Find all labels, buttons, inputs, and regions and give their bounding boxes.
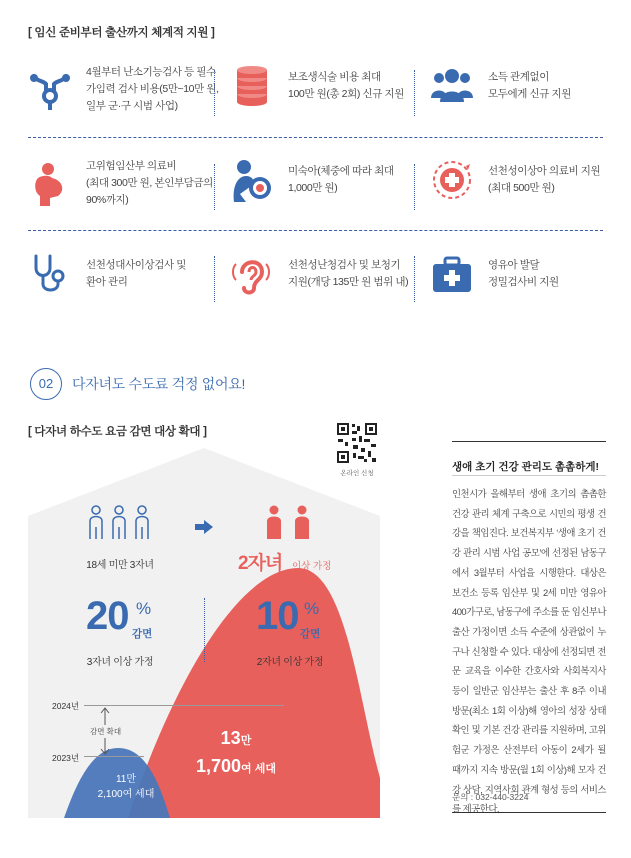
section-title: [ 임신 준비부터 출산까지 체계적 지원 ] [28, 27, 215, 39]
small-hill-line2: 2,100여 세대 [97, 789, 155, 800]
big-hill-num1: 13 [220, 728, 241, 748]
expand-label: 감면 확대 [90, 727, 122, 736]
column-divider [214, 164, 215, 210]
year-top-label: 2024년 [52, 701, 80, 711]
row-divider [28, 137, 603, 138]
right-caption: 2자녀 이상 가정 [256, 657, 324, 668]
sidebar-top-rule [452, 441, 606, 442]
percent-left: 20 [86, 594, 129, 638]
column-divider [414, 164, 415, 210]
section-heading: 다자녀도 수도료 걱정 없어요! [72, 376, 246, 392]
section-subtitle: [ 다자녀 하수도 요금 감면 대상 확대 ] [28, 426, 207, 438]
pregnant-woman-icon [28, 162, 72, 206]
mother-baby-icon [230, 158, 274, 202]
benefit-item [230, 158, 394, 202]
arrow-right-icon [195, 520, 213, 534]
right-target-small: 이상 가정 [292, 561, 332, 572]
reduce-right: 감면 [300, 628, 321, 640]
year-top-line [84, 705, 284, 706]
uterus-icon [28, 68, 72, 112]
percent-right-symbol: % [304, 599, 320, 618]
benefit-text: 선천성난청검사 및 보청기 지원(개당 135만 원 범위 내) [288, 259, 409, 288]
two-children-icon [262, 505, 314, 541]
qr-label: 온라인 신청 [340, 470, 374, 477]
benefit-item [28, 64, 219, 115]
column-divider [414, 70, 415, 116]
benefit-item [28, 252, 186, 296]
big-hill-text [186, 726, 286, 782]
column-divider [204, 598, 205, 662]
three-children-icon [86, 505, 152, 541]
big-hill-num2: 1,700 [196, 756, 242, 776]
benefit-text: 선천성대사이상검사 및 환아 관리 [86, 259, 186, 288]
medical-kit-icon [430, 252, 474, 296]
benefit-item [28, 158, 213, 209]
benefit-item [430, 252, 559, 296]
column-divider [214, 256, 215, 302]
benefit-item [230, 64, 404, 108]
section-number: 02 [30, 368, 62, 400]
row-divider [28, 230, 603, 231]
benefit-text: 영유아 발달 정밀검사비 지원 [488, 259, 559, 288]
small-hill-text [96, 772, 156, 802]
sidebar-title: 생애 초기 건강 관리도 촘촘하게! [452, 461, 600, 473]
benefit-text: 고위험임산부 의료비 (최대 300만 원, 본인부담금의 90%까지) [86, 160, 213, 206]
percent-right: 10 [256, 594, 299, 638]
coins-icon [230, 64, 274, 108]
sidebar-bottom-rule [452, 812, 606, 813]
sidebar-contact: 문의 : 032-440-3224 [452, 792, 529, 802]
column-divider [414, 256, 415, 302]
ear-icon [230, 252, 274, 296]
left-caption: 3자녀 이상 가정 [86, 657, 154, 668]
benefit-item [430, 64, 571, 108]
benefit-item [430, 158, 600, 202]
percent-left-symbol: % [136, 599, 152, 618]
benefit-text: 4월부터 난소기능검사 등 필수 가임력 검사 비용(5만~10만 원, 일부 군·구 시범 사업) [86, 66, 219, 112]
sidebar-body: 인천시가 올해부터 생애 초기의 촘촘한 건강 관리 체계 구축으로 시민의 평생 건강을 책임진다. 보건복지부 ‘생애 초기 건강 관리 시범 사업 공모’에 선정된 남동구에서 3월부터 사업을 시행한다. 대상은 보건소 등록 임산부 및 2세 미만 영유아 400가구로, 남동구에 주소를 둔 임신부나 출산 가정이면 소득 수준에 상관없이 누구나 신청할 수 있다. 대상에 선정되면 전문 교육을 이수한 간호사와 사회복지사 등이 일반군 임산부는 출산 후 8주 이내 방문(최소 1회 이상)해 영아의 성장 상태 확인 및 기본 건강 관리를 지원하며, 고위험군 가정은 산전부터 아동이 2세가 될 때까지 지속 방문(월 1회 이상)해 모자 건강 상담, 지역사회 관계 형성 등의 서비스를 제공한다. [452, 488, 606, 815]
right-target-big: 2자녀 [238, 553, 283, 574]
year-bottom-line [84, 756, 144, 757]
benefit-text: 보조생식술 비용 최대 100만 원(총 2회) 신규 지원 [288, 71, 404, 100]
reduce-left: 감면 [132, 628, 153, 640]
medical-cross-icon [430, 158, 474, 202]
benefit-item [230, 252, 408, 296]
column-divider [214, 70, 215, 116]
benefit-text: 미숙아(체중에 따라 최대 1,000만 원) [288, 165, 394, 194]
benefit-text: 소득 관계없이 모두에게 신규 지원 [488, 71, 571, 100]
stethoscope-icon [28, 252, 72, 296]
people-icon [430, 64, 474, 108]
big-hill-unit2: 여 세대 [241, 763, 276, 775]
sidebar-title-rule [452, 475, 606, 476]
year-bottom-label: 2023년 [52, 753, 80, 763]
qr-code[interactable] [336, 422, 378, 464]
left-target-label: 18세 미만 3자녀 [86, 560, 154, 571]
small-hill-line1: 11만 [115, 774, 137, 785]
benefit-text: 선천성이상아 의료비 지원 (최대 500만 원) [488, 165, 601, 194]
big-hill-unit1: 만 [240, 735, 252, 747]
